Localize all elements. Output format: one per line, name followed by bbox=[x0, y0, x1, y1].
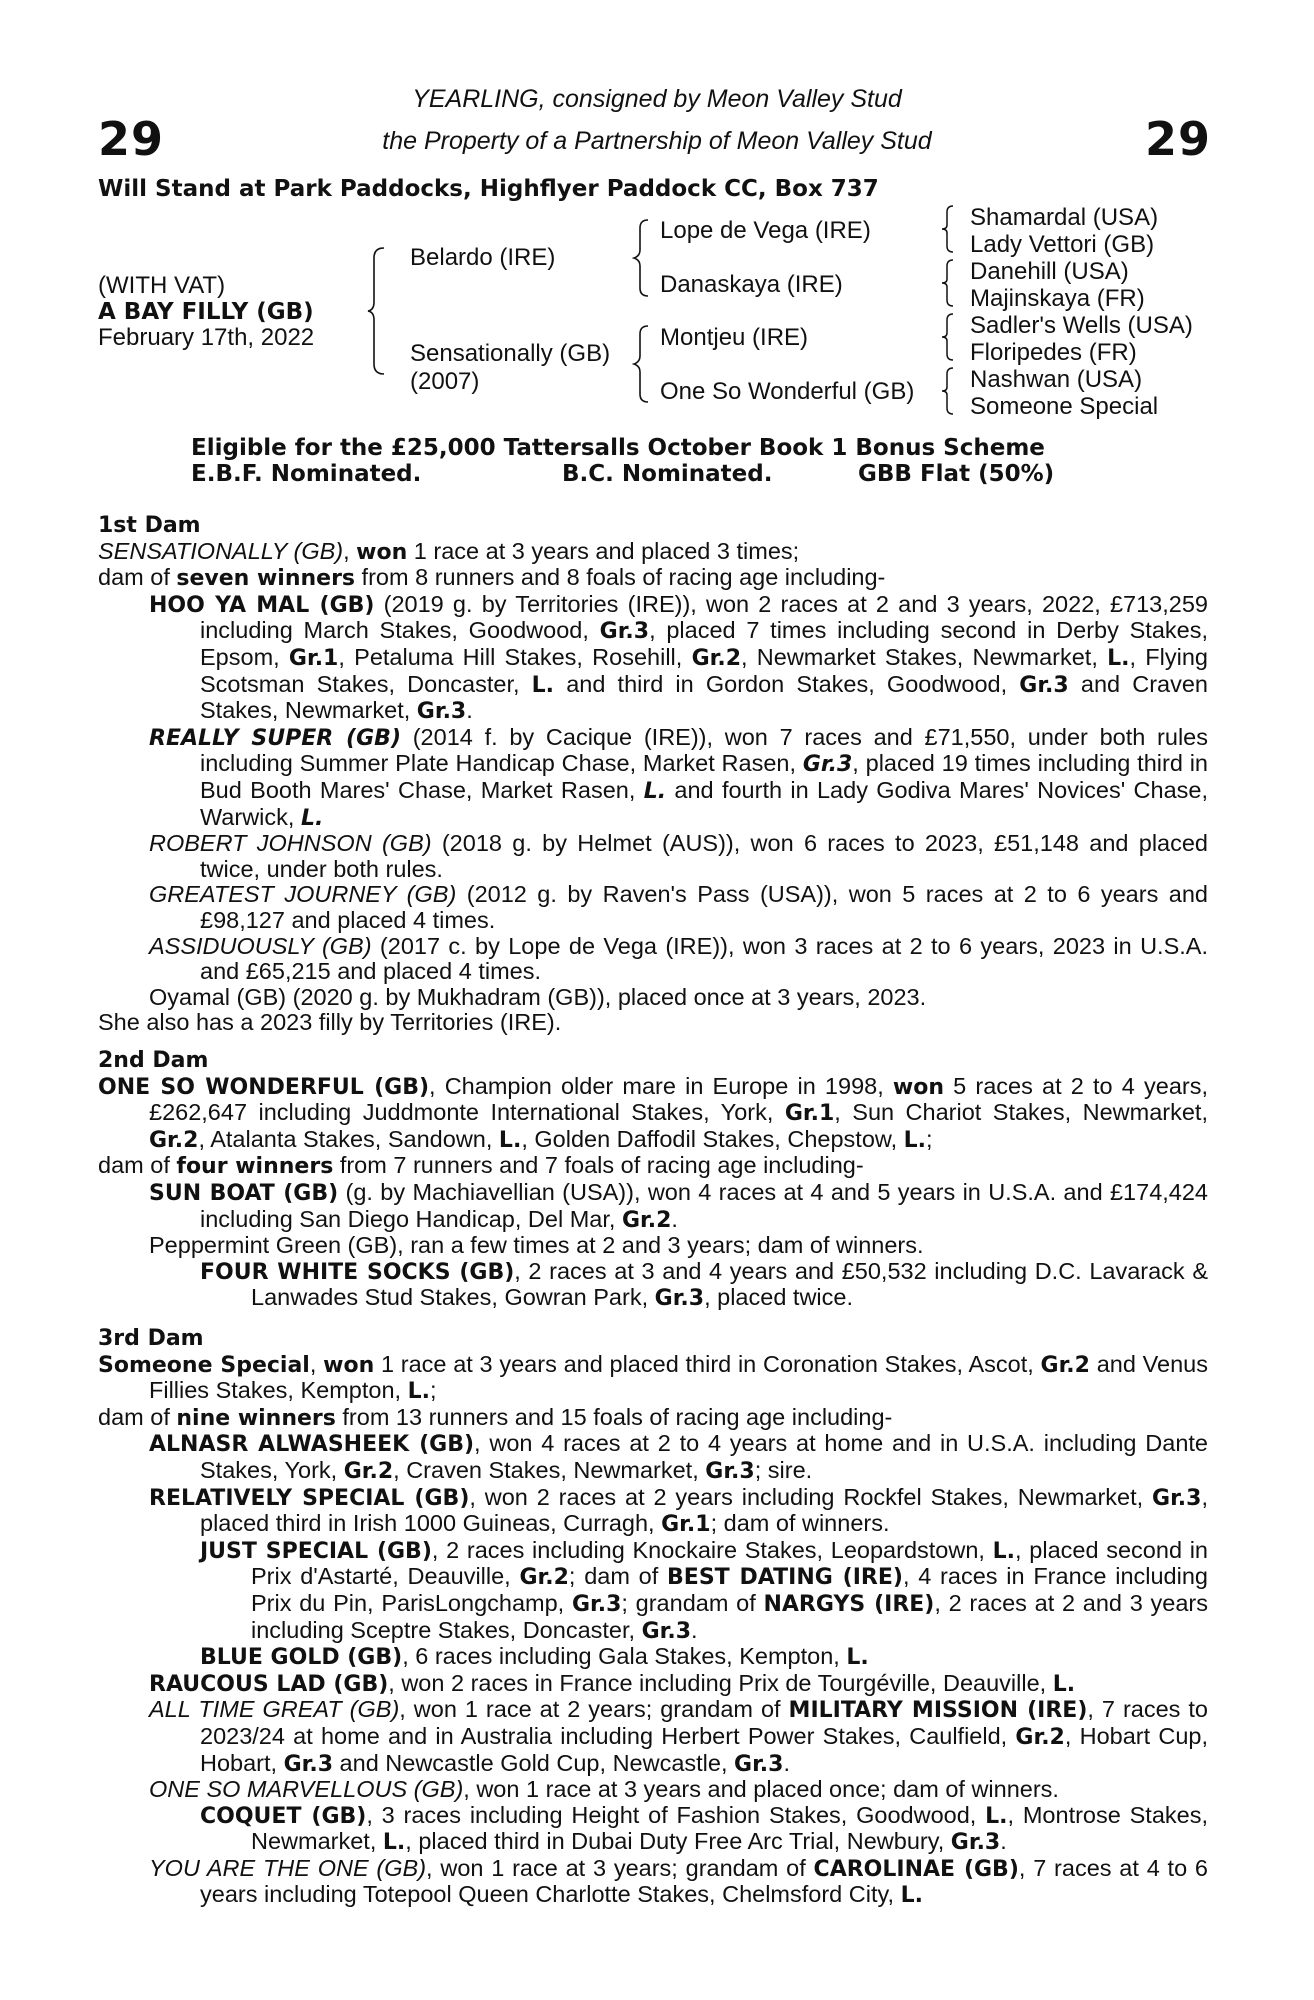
first-dam-heading: 1st Dam bbox=[98, 513, 201, 538]
winners-count: seven winners bbox=[176, 566, 356, 592]
won-label: won bbox=[892, 1074, 945, 1100]
race-text: ; grandam of bbox=[621, 1589, 764, 1616]
produce-entry bbox=[149, 985, 1208, 1011]
race-grade: Gr.3 bbox=[705, 1458, 755, 1484]
race-text: , bbox=[309, 1350, 324, 1377]
race-text: . bbox=[783, 1749, 790, 1776]
race-text: , placed twice. bbox=[704, 1284, 853, 1311]
dam-year: (2007) bbox=[410, 368, 480, 395]
race-text: (2019 g. by Territories (IRE)), won 2 races at 2 and 3 years, 2022, £713,259 including March Stakes, Goodwood, bbox=[200, 590, 1208, 644]
produce-entry bbox=[149, 1856, 1208, 1909]
produce-entry bbox=[200, 1538, 1208, 1644]
race-text: . bbox=[691, 1616, 698, 1643]
pedigree-brace-dam bbox=[632, 324, 652, 404]
vat-label: (WITH VAT) bbox=[98, 272, 226, 299]
dam-of-label: dam of bbox=[98, 564, 177, 591]
horse-name: NARGYS (IRE) bbox=[763, 1591, 935, 1617]
race-text: , 4 races in France including Prix du Pin, ParisLongchamp, bbox=[251, 1563, 1208, 1616]
race-grade: Gr.3 bbox=[1019, 672, 1069, 698]
race-grade: L. bbox=[992, 1538, 1016, 1564]
horse-name: JUST SPECIAL (GB) bbox=[200, 1538, 432, 1564]
race-text: ; dam of bbox=[568, 1563, 668, 1590]
race-text: , 6 races including Gala Stakes, Kempton, bbox=[402, 1643, 847, 1670]
race-text: , won 2 races at 2 years including Rockfel Stakes, Newmarket, bbox=[469, 1483, 1153, 1510]
horse-name: ALL TIME GREAT (GB) bbox=[149, 1696, 400, 1723]
stand-location: Will Stand at Park Paddocks, Highflyer Paddock CC, Box 737 bbox=[98, 176, 879, 202]
bonus-scheme-line: Eligible for the £25,000 Tattersalls October Book 1 Bonus Scheme bbox=[191, 435, 1045, 461]
race-text: , 2 races at 2 and 3 years including Sceptre Stakes, Doncaster, bbox=[251, 1589, 1209, 1643]
race-text: and Newcastle Gold Cup, Newcastle, bbox=[333, 1749, 735, 1776]
race-grade: L. bbox=[900, 1883, 923, 1909]
race-grade: Gr.2 bbox=[519, 1565, 569, 1591]
also-note bbox=[98, 1010, 1208, 1036]
race-text: and Craven Stakes, Newmarket, bbox=[200, 670, 1208, 724]
race-grade: Gr.3 bbox=[950, 1830, 1001, 1856]
race-grade: Gr.3 bbox=[571, 1591, 622, 1617]
race-text: ; bbox=[430, 1377, 437, 1404]
pedigree-brace-g3-1 bbox=[940, 204, 956, 254]
race-grade: L. bbox=[903, 1127, 927, 1153]
race-grade: Gr.3 bbox=[416, 699, 467, 725]
dam-name: ONE SO WONDERFUL (GB) bbox=[98, 1074, 430, 1100]
race-text: and Venus Fillies Stakes, Kempton, bbox=[149, 1350, 1208, 1404]
race-text: and fourth in Lady Godiva Mares' Novices' Chase, Warwick, bbox=[200, 776, 1209, 830]
ebf-nominated: E.B.F. Nominated. bbox=[191, 461, 422, 487]
pedigree-brace-sire bbox=[632, 218, 652, 298]
produce-entry bbox=[149, 1431, 1208, 1484]
race-text: , Champion older mare in Europe in 1998, bbox=[429, 1072, 893, 1099]
horse-name: RAUCOUS LAD (GB) bbox=[149, 1671, 389, 1697]
pedigree-brace-g3-2 bbox=[940, 258, 956, 308]
race-text: , won 2 races in France including Prix de Tourgéville, Deauville, bbox=[388, 1669, 1053, 1696]
first-dam-section bbox=[98, 512, 1208, 1036]
race-grade: L. bbox=[846, 1645, 869, 1671]
produce-entry bbox=[149, 1233, 1208, 1259]
race-grade: Gr.3 bbox=[283, 1751, 334, 1777]
race-text: , Montrose Stakes, Newmarket, bbox=[251, 1801, 1208, 1855]
second-dam-section bbox=[98, 1047, 1208, 1312]
horse-name: ALNASR ALWASHEEK (GB) bbox=[149, 1432, 475, 1458]
lot-number-left: 29 bbox=[98, 112, 165, 166]
race-text: , Newmarket Stakes, Newmarket, bbox=[741, 643, 1108, 670]
horse-name: RELATIVELY SPECIAL (GB) bbox=[149, 1485, 470, 1511]
race-grade: Gr.2 bbox=[343, 1458, 394, 1484]
race-text: , won 1 race at 2 years; grandam of bbox=[399, 1696, 789, 1723]
dam-produce-summary bbox=[98, 1405, 1208, 1432]
g3-sadlers-wells: Sadler's Wells (USA) bbox=[970, 312, 1193, 339]
produce-entry bbox=[149, 882, 1208, 933]
horse-name: SUN BOAT (GB) bbox=[149, 1180, 339, 1206]
race-grade: L. bbox=[985, 1803, 1008, 1829]
pedigree-brace-main bbox=[366, 246, 390, 376]
g3-danehill: Danehill (USA) bbox=[970, 258, 1129, 285]
consignor-line: YEARLING, consigned by Meon Valley Stud bbox=[412, 85, 902, 113]
race-grade: L. bbox=[407, 1379, 430, 1405]
produce-entry bbox=[149, 934, 1208, 985]
pedigree-brace-g3-3 bbox=[940, 312, 956, 362]
race-text: ; dam of winners. bbox=[710, 1510, 890, 1537]
horse-name: A BAY FILLY (GB) bbox=[98, 299, 314, 325]
race-grade: Gr.3 bbox=[654, 1286, 705, 1312]
third-dam-heading: 3rd Dam bbox=[98, 1326, 204, 1351]
winners-count: four winners bbox=[176, 1154, 334, 1180]
dam-of-label: dam of bbox=[98, 1403, 177, 1430]
race-grade: Gr.2 bbox=[691, 645, 741, 671]
race-grade: L. bbox=[531, 672, 555, 698]
produce-entry bbox=[200, 1259, 1208, 1312]
race-text: , Sun Chariot Stakes, Newmarket, bbox=[834, 1099, 1208, 1126]
winners-count: nine winners bbox=[176, 1405, 336, 1431]
sire-name: Belardo (IRE) bbox=[410, 244, 556, 271]
produce-entry bbox=[149, 1671, 1208, 1698]
race-text: , placed 19 times including third in Bud Booth Mares' Chase, Market Rasen, bbox=[200, 750, 1208, 803]
race-text: , 2 races including Knockaire Stakes, Leopardstown, bbox=[431, 1536, 993, 1563]
race-text: . bbox=[466, 697, 473, 724]
race-grade: L. bbox=[382, 1830, 406, 1856]
section-heading bbox=[98, 512, 1208, 539]
race-text: (2012 g. by Raven's Pass (USA)), won 5 races at 2 to 6 years and £98,127 and placed 4 times. bbox=[200, 881, 1208, 933]
sire-sire: Lope de Vega (IRE) bbox=[660, 217, 871, 244]
dam-record: 1 race at 3 years and placed 3 times; bbox=[407, 537, 800, 564]
race-text: . bbox=[1000, 1828, 1007, 1855]
won-label: won bbox=[356, 539, 408, 565]
g3-nashwan: Nashwan (USA) bbox=[970, 366, 1143, 393]
horse-name: HOO YA MAL (GB) bbox=[149, 592, 375, 618]
race-text: ; bbox=[926, 1125, 933, 1152]
race-text: 5 races at 2 to 4 years, £262,647 including Juddmonte International Stakes, York, bbox=[149, 1072, 1208, 1126]
g3-lady-vettori: Lady Vettori (GB) bbox=[970, 231, 1155, 258]
dam-produce-summary bbox=[98, 565, 1208, 592]
produce-entry bbox=[149, 592, 1208, 725]
race-text: , Hobart Cup, Hobart, bbox=[200, 1722, 1208, 1776]
race-text: Peppermint Green (GB), ran a few times at 2 and 3 years; dam of winners. bbox=[149, 1232, 924, 1259]
third-dam-section bbox=[98, 1325, 1208, 1909]
dam-summary bbox=[98, 1074, 1208, 1154]
produce-entry bbox=[149, 1697, 1208, 1777]
race-grade: Gr.3 bbox=[802, 752, 853, 778]
race-text: , placed 7 times including second in Derby Stakes, Epsom, bbox=[200, 617, 1208, 670]
race-text: Oyamal (GB) (2020 g. by Mukhadram (GB)), placed once at 3 years, 2023. bbox=[149, 983, 927, 1010]
runners-text: from 8 runners and 8 foals of racing age including- bbox=[355, 564, 886, 591]
race-text: , won 1 race at 3 years; grandam of bbox=[426, 1854, 814, 1881]
g3-majinskaya: Majinskaya (FR) bbox=[970, 285, 1145, 312]
pedigree-brace-g3-4 bbox=[940, 366, 956, 416]
horse-name: GREATEST JOURNEY (GB) bbox=[149, 881, 457, 908]
dam-summary bbox=[98, 1352, 1208, 1405]
produce-entry bbox=[149, 831, 1208, 882]
section-heading bbox=[98, 1047, 1208, 1074]
race-text: , won 4 races at 2 to 4 years at home and in U.S.A. including Dante Stakes, York, bbox=[200, 1430, 1208, 1483]
race-grade: L. bbox=[1107, 645, 1130, 671]
horse-name: ASSIDUOUSLY (GB) bbox=[149, 932, 372, 959]
race-grade: L. bbox=[300, 805, 324, 831]
race-text: , 7 races at 4 to 6 years including Totepool Queen Charlotte Stakes, Chelmsford City, bbox=[200, 1854, 1208, 1908]
runners-text: from 7 runners and 7 foals of racing age including- bbox=[333, 1152, 864, 1179]
race-grade: Gr.1 bbox=[784, 1101, 835, 1127]
race-text: and third in Gordon Stakes, Goodwood, bbox=[554, 670, 1020, 697]
dam-of-label: dam of bbox=[98, 1152, 177, 1179]
race-text: , Petaluma Hill Stakes, Rosehill, bbox=[338, 643, 692, 670]
race-text: , 2 races at 3 and 4 years and £50,532 including D.C. Lavarack & Lanwades Stud Stakes, Gowran Park, bbox=[251, 1257, 1208, 1311]
race-text: 1 race at 3 years and placed third in Coronation Stakes, Ascot, bbox=[374, 1350, 1041, 1377]
race-text: , Flying Scotsman Stakes, Doncaster, bbox=[200, 643, 1208, 697]
runners-text: from 13 runners and 15 foals of racing age including- bbox=[335, 1403, 893, 1430]
race-text: , 7 races to 2023/24 at home and in Australia including Herbert Power Stakes, Caulfield, bbox=[200, 1696, 1208, 1749]
second-dam-heading: 2nd Dam bbox=[98, 1048, 209, 1073]
section-heading bbox=[98, 1325, 1208, 1352]
dam-name: Sensationally (GB) bbox=[410, 340, 611, 367]
produce-entry bbox=[149, 725, 1208, 831]
horse-name: YOU ARE THE ONE (GB) bbox=[149, 1854, 427, 1881]
horse-name: ROBERT JOHNSON (GB) bbox=[149, 830, 432, 857]
dam-name: SENSATIONALLY (GB) bbox=[98, 537, 344, 564]
race-text: , placed third in Dubai Duty Free Arc Trial, Newbury, bbox=[405, 1828, 951, 1855]
race-text: . bbox=[671, 1205, 678, 1232]
horse-name: FOUR WHITE SOCKS (GB) bbox=[200, 1259, 515, 1285]
g3-floripedes: Floripedes (FR) bbox=[970, 339, 1137, 366]
property-line: the Property of a Partnership of Meon Valley Stud bbox=[382, 127, 932, 155]
race-grade: Gr.3 bbox=[641, 1618, 692, 1644]
race-text: , Craven Stakes, Newmarket, bbox=[393, 1456, 706, 1483]
g3-someone-special: Someone Special bbox=[970, 393, 1159, 420]
produce-entry bbox=[200, 1803, 1208, 1856]
race-grade: L. bbox=[643, 778, 667, 804]
race-text: (2018 g. by Helmet (AUS)), won 6 races to 2023, £51,148 and placed twice, under both rules. bbox=[200, 830, 1208, 882]
produce-entry bbox=[200, 1644, 1208, 1671]
gbb-flat: GBB Flat (50%) bbox=[858, 461, 1055, 487]
sire-dam: Danaskaya (IRE) bbox=[660, 271, 843, 298]
horse-name: COQUET (GB) bbox=[200, 1803, 367, 1829]
produce-entry bbox=[149, 1180, 1208, 1233]
note-text: She also has a 2023 filly by Territories (IRE). bbox=[98, 1009, 562, 1036]
race-grade: L. bbox=[1052, 1671, 1076, 1697]
lot-number-right: 29 bbox=[1145, 112, 1212, 166]
race-text: , Atalanta Stakes, Sandown, bbox=[198, 1125, 499, 1152]
dam-produce-summary bbox=[98, 1153, 1208, 1180]
foaling-date: February 17th, 2022 bbox=[98, 324, 315, 351]
race-grade: Gr.2 bbox=[1015, 1724, 1065, 1750]
horse-name: CAROLINAE (GB) bbox=[813, 1856, 1019, 1882]
produce-entry bbox=[149, 1485, 1208, 1538]
horse-name: REALLY SUPER (GB) bbox=[149, 725, 401, 751]
race-grade: Gr.1 bbox=[288, 645, 339, 671]
race-grade: Gr.2 bbox=[149, 1127, 199, 1153]
race-text: , placed second in Prix d'Astarté, Deauville, bbox=[251, 1536, 1209, 1590]
dam-summary: SENSATIONALLY (GB), won 1 race at 3 years and placed 3 times; bbox=[98, 537, 800, 565]
race-text: (2017 c. by Lope de Vega (IRE)), won 3 races at 2 to 6 years, 2023 in U.S.A. and £65,215 and placed 4 times. bbox=[200, 932, 1208, 985]
race-text: , placed third in Irish 1000 Guineas, Curragh, bbox=[200, 1483, 1208, 1537]
horse-name: ONE SO MARVELLOUS (GB) bbox=[149, 1776, 464, 1803]
dam-sire: Montjeu (IRE) bbox=[660, 324, 809, 351]
race-text: , won 1 race at 3 years and placed once; dam of winners. bbox=[463, 1776, 1059, 1803]
produce-entry bbox=[149, 1777, 1208, 1803]
dam-dam: One So Wonderful (GB) bbox=[660, 378, 915, 405]
g3-shamardal: Shamardal (USA) bbox=[970, 204, 1159, 231]
race-text: , 3 races including Height of Fashion Stakes, Goodwood, bbox=[366, 1801, 986, 1828]
race-grade: Gr.1 bbox=[661, 1512, 711, 1538]
bc-nominated: B.C. Nominated. bbox=[562, 461, 773, 487]
race-text: (2014 f. by Cacique (IRE)), won 7 races and £71,550, under both rules including Summer Plate Handicap Chase, Market Rasen, bbox=[200, 723, 1208, 777]
race-grade: Gr.3 bbox=[1152, 1485, 1202, 1511]
horse-name: BEST DATING (IRE) bbox=[667, 1565, 903, 1591]
race-grade: Gr.2 bbox=[621, 1207, 672, 1233]
won-label: won bbox=[323, 1352, 375, 1378]
race-grade: Gr.3 bbox=[734, 1751, 784, 1777]
race-grade: Gr.3 bbox=[599, 619, 650, 645]
horse-name: MILITARY MISSION (IRE) bbox=[788, 1698, 1088, 1724]
race-text: , Golden Daffodil Stakes, Chepstow, bbox=[521, 1125, 904, 1152]
horse-name: BLUE GOLD (GB) bbox=[200, 1645, 403, 1671]
race-grade: L. bbox=[498, 1127, 522, 1153]
race-grade: Gr.2 bbox=[1040, 1352, 1090, 1378]
dam-name: Someone Special bbox=[98, 1352, 310, 1378]
race-text: (g. by Machiavellian (USA)), won 4 races at 4 and 5 years in U.S.A. and £174,424 including San Diego Handicap, Del Mar, bbox=[200, 1178, 1208, 1232]
race-text: ; sire. bbox=[754, 1456, 813, 1483]
